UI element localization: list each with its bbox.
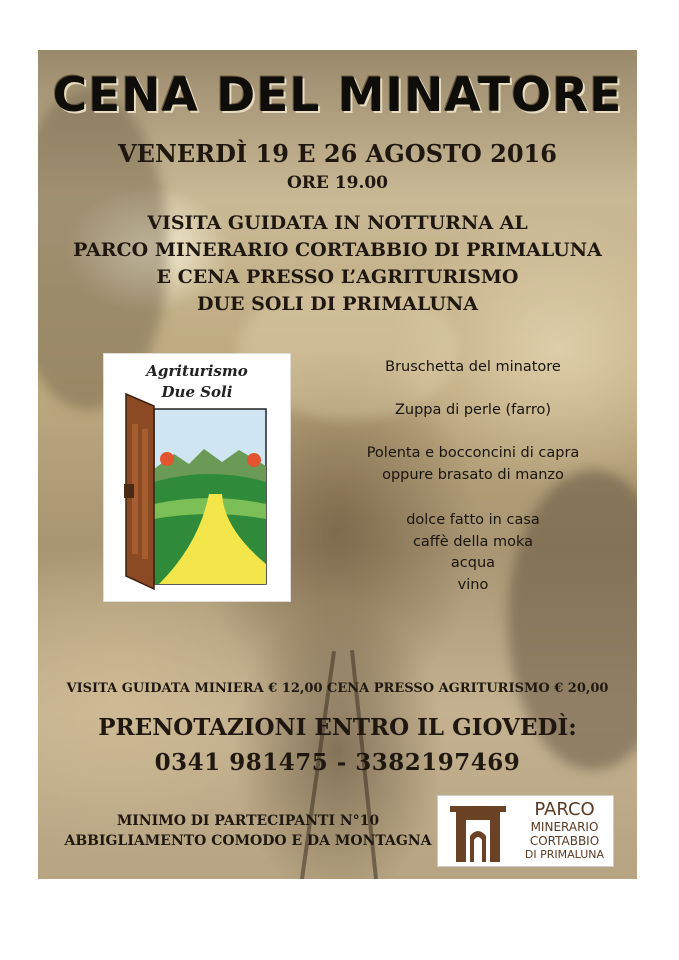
logo-line-1: Agriturismo [146,362,248,380]
logo-line-2: Due Soli [161,383,233,401]
park-line-2: MINERARIO [530,820,599,834]
booking-heading: PRENOTAZIONI ENTRO IL GIOVEDÌ: [98,714,577,741]
menu-item: dolce fatto in casa [406,512,540,528]
description-line: PARCO MINERARIO CORTABBIO DI PRIMALUNA [73,239,602,261]
event-date: VENERDÌ 19 E 26 AGOSTO 2016 [118,139,557,168]
park-line-3: CORTABBIO [529,834,600,848]
event-description [38,210,637,318]
menu-item: Polenta e bocconcini di capra [366,445,580,461]
prices-line: VISITA GUIDATA MINIERA € 12,00 CENA PRESSO AGRITURISMO € 20,00 [66,681,609,696]
note-min-participants: MINIMO DI PARTECIPANTI N°10 [116,813,380,829]
description-line: DUE SOLI DI PRIMALUNA [197,293,478,315]
mine-entrance-icon [440,796,516,866]
menu-item: Bruschetta del minatore [385,359,561,375]
description-line: VISITA GUIDATA IN NOTTURNA AL [147,212,528,234]
menu-item: oppure brasato di manzo [382,467,564,483]
menu-item: caffè della moka [412,534,534,550]
park-line-1: PARCO [534,799,595,820]
menu-item: Zuppa di perle (farro) [394,402,552,418]
poster-title: CENA DEL MINATORE [52,68,623,123]
description-line: E CENA PRESSO L’AGRITURISMO [156,266,519,288]
phone-numbers: 0341 981475 - 3382197469 [154,749,521,776]
agriturismo-logo [103,353,291,602]
note-clothing: ABBIGLIAMENTO COMODO E DA MONTAGNA [64,833,432,849]
park-line-4: DI PRIMALUNA [524,848,605,861]
event-time: ORE 19.00 [286,173,389,193]
parco-minerario-logo [437,795,614,867]
menu-item: vino [457,577,489,593]
menu-item: acqua [450,555,496,571]
poster [38,50,637,879]
door-landscape-icon [104,354,290,601]
